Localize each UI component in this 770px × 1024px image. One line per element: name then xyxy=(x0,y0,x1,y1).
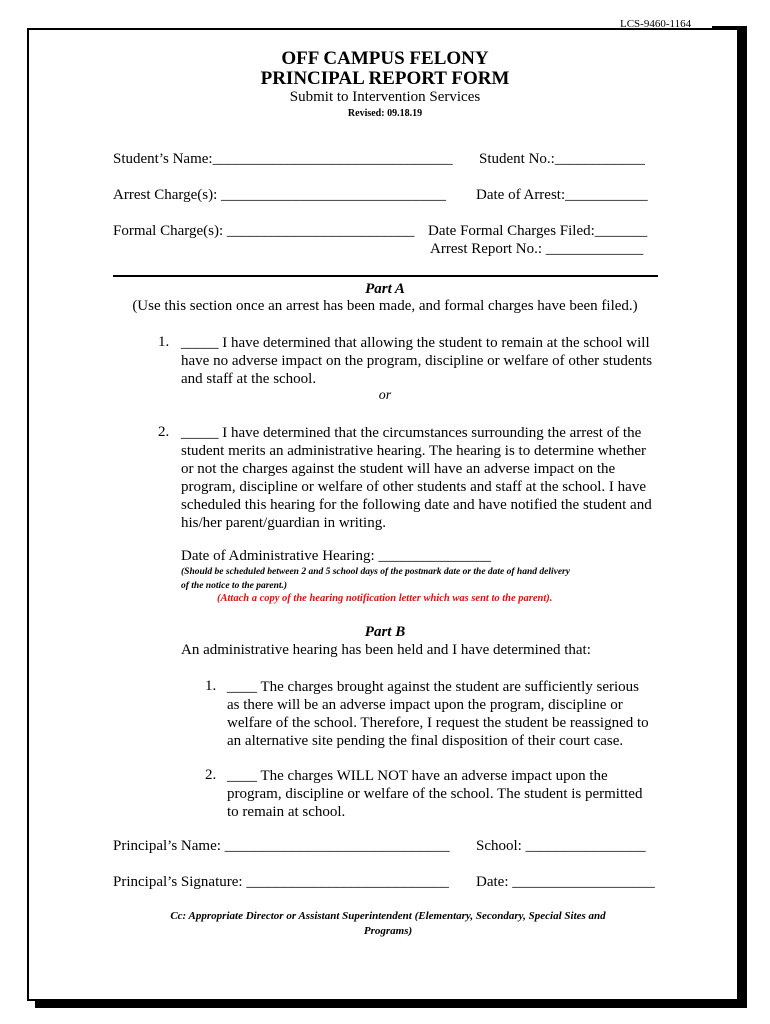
text-line: to remain at school. xyxy=(227,804,346,820)
frame-shadow xyxy=(739,28,747,1008)
text-line: or not the charges against the student will have an adverse impact on the xyxy=(181,461,616,477)
schedule-note xyxy=(181,565,570,593)
part-b-heading: Part B xyxy=(364,624,406,640)
text-line: ____ The charges brought against the student are sufficiently serious xyxy=(227,679,639,695)
text-line: his/her parent/guardian in writing. xyxy=(181,515,386,531)
hearing-date-field[interactable]: Date of Administrative Hearing: _______________ xyxy=(181,548,491,564)
text-line: scheduled this hearing for the following date and have notified the student and xyxy=(181,497,652,513)
part-b-item2-number: 2. xyxy=(205,767,217,783)
student-name-field[interactable]: Student’s Name:________________________________ xyxy=(113,151,453,167)
date-field[interactable]: Date: ___________________ xyxy=(476,874,655,890)
date-formal-charges-field[interactable]: Date Formal Charges Filed:_______ xyxy=(428,223,648,239)
section-divider xyxy=(113,275,658,277)
part-a-heading: Part A xyxy=(365,281,405,297)
form-title-line1: OFF CAMPUS FELONY xyxy=(281,48,489,69)
text-line: as there will be an adverse impact upon the program, discipline or xyxy=(227,697,623,713)
student-no-field[interactable]: Student No.:____________ xyxy=(479,151,645,167)
text-line: ____ The charges WILL NOT have an adverse impact upon the xyxy=(227,768,608,784)
revised-date: Revised: 09.18.19 xyxy=(347,108,423,119)
cc-note xyxy=(118,909,658,939)
text-line: an alternative site pending the final disposition of their court case. xyxy=(227,733,624,749)
text-line: program, discipline or welfare of other students and staff at the school. I have xyxy=(181,479,646,495)
text-line: _____ I have determined that the circumstances surrounding the arrest of the xyxy=(181,425,642,441)
school-field[interactable]: School: ________________ xyxy=(476,838,646,854)
principal-name-field[interactable]: Principal’s Name: ______________________________ xyxy=(113,838,450,854)
part-b-item1-number: 1. xyxy=(205,678,217,694)
attach-note: (Attach a copy of the hearing notification letter which was sent to the parent). xyxy=(217,593,553,604)
text-line: and staff at the school. xyxy=(181,371,317,387)
text-line: program, discipline or welfare of the school. The student is permitted xyxy=(227,786,643,802)
formal-charges-field[interactable]: Formal Charge(s): _________________________ xyxy=(113,223,415,239)
text-line: of the notice to the parent.) xyxy=(181,581,288,591)
frame-shadow xyxy=(35,1001,747,1008)
text-line: have no adverse impact on the program, discipline or welfare of other students xyxy=(181,353,653,369)
text-line: (Should be scheduled between 2 and 5 school days of the postmark date or the date of hand delivery xyxy=(181,567,570,577)
part-a-item1[interactable] xyxy=(181,334,661,388)
principal-signature-field[interactable]: Principal’s Signature: ___________________________ xyxy=(113,874,449,890)
form-subtitle: Submit to Intervention Services xyxy=(289,89,481,105)
date-of-arrest-field[interactable]: Date of Arrest:___________ xyxy=(476,187,648,203)
part-a-item2-number: 2. xyxy=(158,424,170,440)
arrest-charges-field[interactable]: Arrest Charge(s): ______________________________ xyxy=(113,187,447,203)
arrest-report-no-field[interactable]: Arrest Report No.: _____________ xyxy=(430,241,644,257)
text-line: Programs) xyxy=(363,925,413,937)
part-a-item2[interactable] xyxy=(181,424,661,532)
text-line: _____ I have determined that allowing the student to remain at the school will xyxy=(181,335,650,351)
part-a-instruction: (Use this section once an arrest has been made, and formal charges have been filed.) xyxy=(132,298,638,314)
text-line: welfare of the school. Therefore, I request the student be reassigned to xyxy=(227,715,649,731)
part-b-intro: An administrative hearing has been held and I have determined that: xyxy=(181,642,591,658)
text-line: student merits an administrative hearing. The hearing is to determine whether xyxy=(181,443,646,459)
form-title-line2: PRINCIPAL REPORT FORM xyxy=(260,68,510,89)
or-separator: or xyxy=(378,388,392,403)
form-code: LCS-9460-1164 xyxy=(620,18,692,30)
part-a-item1-number: 1. xyxy=(158,334,170,350)
part-b-item1[interactable] xyxy=(227,678,667,750)
part-b-item2[interactable] xyxy=(227,767,667,821)
text-line: Cc: Appropriate Director or Assistant Superintendent (Elementary, Secondary, Special Sites and xyxy=(170,910,606,922)
